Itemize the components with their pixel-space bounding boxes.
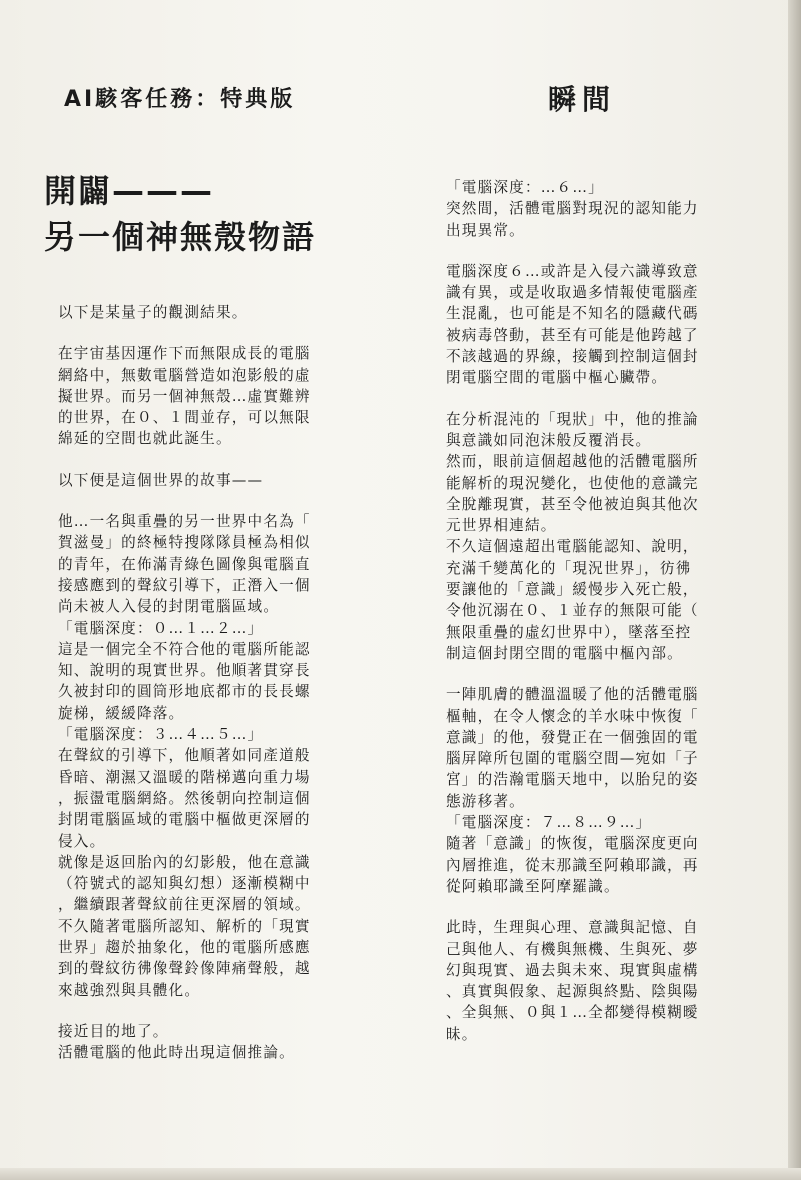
text-line: ，振盪電腦網絡。然後朝向控制這個 xyxy=(58,789,311,807)
page-bottom-edge xyxy=(0,1168,801,1180)
text-line: 「電腦深度：…６…」 xyxy=(446,179,604,196)
text-line: 閉電腦空間的電腦中樞心臟帶。 xyxy=(446,369,668,387)
text-line: 樞軸，在令人懷念的羊水味中恢復「 xyxy=(446,707,699,725)
text-line: 識有異，或是收取過多情報使電腦產 xyxy=(446,284,699,302)
text-line: 他…一名與重疊的另一世界中名為「 xyxy=(58,513,311,531)
chapter-heading-line-2: 另一個神無殼物語 xyxy=(44,218,317,256)
text-line: 能解析的現況變化，也使他的意識完 xyxy=(446,474,699,492)
text-line: 宮」的浩瀚電腦天地中，以胎兒的姿 xyxy=(446,771,699,789)
text-line: 來越強烈與具體化。 xyxy=(58,981,201,999)
text-line: 制這個封閉空間的電腦中樞內部。 xyxy=(446,644,683,662)
text-line: 以下是某量子的觀測結果。 xyxy=(58,304,248,321)
text-line: 尚未被人入侵的封閉電腦區域。 xyxy=(58,598,280,616)
text-line: 充滿千變萬化的「現況世界」，彷彿 xyxy=(446,559,692,577)
text-line: 隨著「意識」的恢復，電腦深度更向 xyxy=(446,835,699,853)
text-line: 在聲紋的引導下，他順著如同產道般 xyxy=(58,747,311,765)
text-line: 、全與無、０與１…全都變得模糊曖 xyxy=(446,1004,699,1022)
text-line: 被病毒啓動，甚至有可能是他跨越了 xyxy=(446,326,699,344)
text-line: （符號式的認知與幻想）逐漸模糊中 xyxy=(58,875,311,893)
text-line: 接近目的地了。 xyxy=(58,1022,169,1040)
paragraph xyxy=(58,343,380,449)
text-line: 內層推進，從末那識至阿賴耶識，再 xyxy=(446,856,699,874)
text-line: 與意識如同泡沫般反覆消長。 xyxy=(446,431,652,449)
text-line: 出現異常。 xyxy=(446,221,525,239)
text-line: ，繼續跟著聲紋前往更深層的領域。 xyxy=(58,896,311,914)
page-title: 瞬間 xyxy=(548,83,617,116)
text-line: 己與他人、有機與無機、生與死、夢 xyxy=(446,940,699,958)
text-line: 意識」的他，發覺正在一個強固的電 xyxy=(446,728,699,746)
text-line: 要讓他的「意識」緩慢步入死亡般， xyxy=(446,581,699,599)
text-line: 無限重疊的虛幻世界中），墜落至控 xyxy=(446,623,692,641)
text-line: 到的聲紋彷彿像聲鈴像陣痛聲般，越 xyxy=(58,960,311,978)
text-line: 電腦深度６…或許是入侵六識導致意 xyxy=(446,262,699,280)
book-title: AI駭客任務：特典版 xyxy=(64,87,296,112)
text-line: 令他沉溺在０、１並存的無限可能（ xyxy=(446,602,699,620)
text-line: 腦屏障所包圍的電腦空間—宛如「子 xyxy=(446,750,699,768)
text-line: 幻與現實、過去與未來、現實與虛構 xyxy=(446,961,699,979)
text-line: 全脫離現實，甚至令他被迫與其他次 xyxy=(446,495,699,513)
chapter-heading-line-1: 開闢——— xyxy=(44,172,215,210)
text-line: 的世界，在０、１間並存，可以無限 xyxy=(58,409,311,427)
text-line: 活體電腦的他此時出現這個推論。 xyxy=(58,1044,295,1062)
paragraph xyxy=(58,302,380,323)
text-line: 此時，生理與心理、意識與記憶、自 xyxy=(446,919,699,937)
paragraph xyxy=(446,917,776,1045)
text-line: 久被封印的圓筒形地底都市的長長螺 xyxy=(58,683,311,701)
left-column xyxy=(58,302,380,1064)
text-line: 昏暗、潮濕又溫暖的階梯邁向重力場 xyxy=(58,768,311,786)
paragraph xyxy=(446,409,776,665)
paragraph xyxy=(58,511,380,1001)
text-line: 的青年，在佈滿青綠色圖像與電腦直 xyxy=(58,555,311,573)
paragraph xyxy=(446,684,776,897)
text-line: 一陣肌膚的體溫溫暖了他的活體電腦 xyxy=(446,686,699,704)
text-line: 侵入。 xyxy=(58,832,106,850)
text-line: 昧。 xyxy=(446,1025,478,1043)
text-line: 網絡中，無數電腦營造如泡影般的虛 xyxy=(58,366,311,384)
paragraph xyxy=(446,261,776,389)
text-line: 「電腦深度：７…８…９…」 xyxy=(446,814,652,832)
text-line: 世界」趨於抽象化，他的電腦所感應 xyxy=(58,939,311,957)
text-line: 知、說明的現實世界。他順著貫穿長 xyxy=(58,662,311,680)
text-line: 不久隨著電腦所認知、解析的「現實 xyxy=(58,917,311,935)
text-line: 接感應到的聲紋引導下，正潛入一個 xyxy=(58,576,311,594)
text-line: 元世界相連結。 xyxy=(446,517,557,535)
text-line: 封閉電腦區域的電腦中樞做更深層的 xyxy=(58,811,311,829)
text-line: 擬世界。而另一個神無殼…虛實難辨 xyxy=(58,387,311,405)
text-line: 賀滋曼」的終極特搜隊隊員極為相似 xyxy=(58,534,311,552)
right-column xyxy=(446,177,776,1045)
text-line: 突然間，活體電腦對現況的認知能力 xyxy=(446,200,699,218)
text-line: 然而，眼前這個超越他的活體電腦所 xyxy=(446,453,699,471)
paragraph xyxy=(446,177,776,241)
paragraph xyxy=(58,1021,380,1064)
text-line: 不久這個遠超出電腦能認知、說明， xyxy=(446,538,699,556)
page-spine-shadow xyxy=(788,0,801,1180)
text-line: 在宇宙基因運作下而無限成長的電腦 xyxy=(58,345,311,363)
text-line: 旋梯，緩緩降落。 xyxy=(58,704,185,722)
chapter-heading xyxy=(44,168,404,260)
text-line: 不該越過的界線，接觸到控制這個封 xyxy=(446,348,699,366)
text-line: 在分析混沌的「現狀」中，他的推論 xyxy=(446,410,699,428)
text-line: 從阿賴耶識至阿摩羅識。 xyxy=(446,877,620,895)
text-line: 態游移著。 xyxy=(446,792,525,810)
text-line: 這是一個完全不符合他的電腦所能認 xyxy=(58,640,311,658)
text-line: 生混亂，也可能是不知名的隱藏代碼 xyxy=(446,305,699,323)
text-line: 就像是返回胎內的幻影般，他在意識 xyxy=(58,853,311,871)
text-line: 以下便是這個世界的故事—— xyxy=(58,471,264,489)
paragraph xyxy=(58,470,380,491)
text-line: 綿延的空間也就此誕生。 xyxy=(58,430,232,448)
text-line: 、真實與假象、起源與終點、陰與陽 xyxy=(446,983,699,1001)
text-line: 「電腦深度：０…１…２…」 xyxy=(58,619,264,637)
text-line: 「電腦深度：３…４…５…」 xyxy=(58,726,264,744)
